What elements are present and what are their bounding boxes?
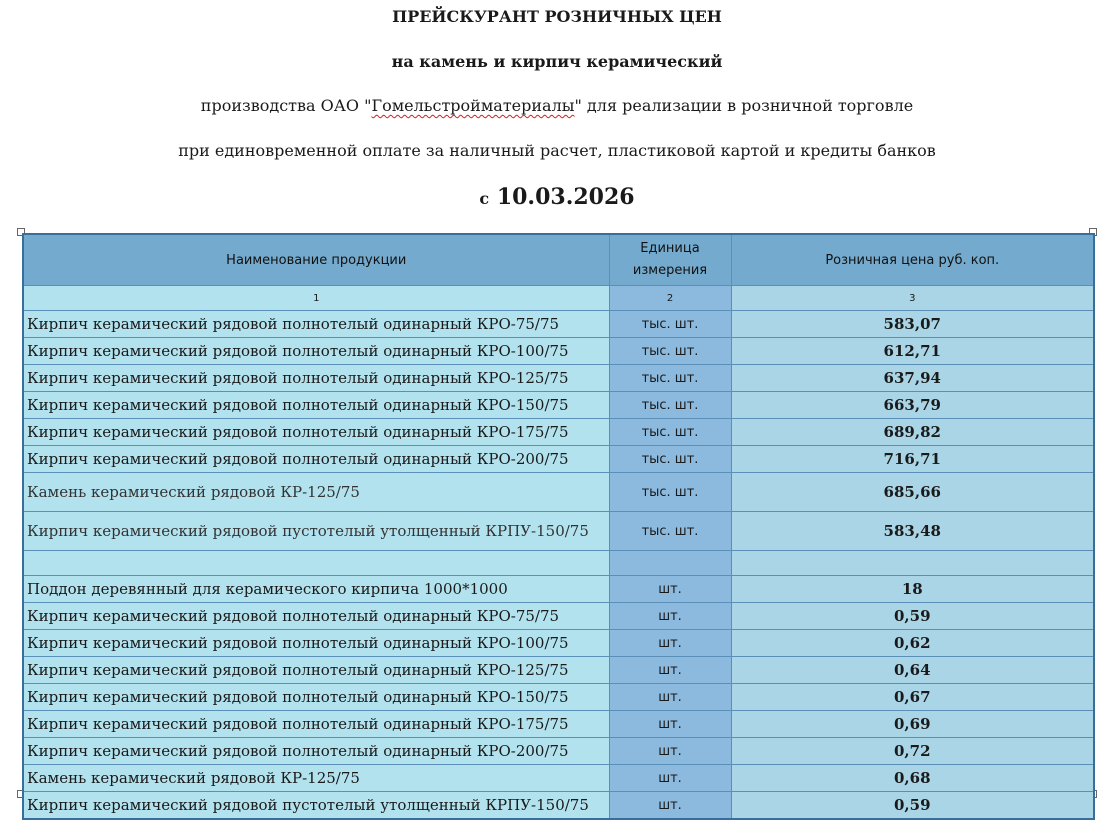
column-number: 2 xyxy=(609,286,731,311)
table-row xyxy=(23,603,1094,630)
unit-cell: шт. xyxy=(609,765,731,792)
price-cell: 0,69 xyxy=(731,711,1094,738)
table-header-row xyxy=(23,234,1094,286)
unit-cell: шт. xyxy=(609,657,731,684)
price-cell: 0,67 xyxy=(731,684,1094,711)
table-row xyxy=(23,551,1094,576)
product-name-cell: Кирпич керамический рядовой полнотелый одинарный КРО-125/75 xyxy=(23,365,609,392)
unit-cell: шт. xyxy=(609,630,731,657)
unit-cell: шт. xyxy=(609,711,731,738)
price-cell: 0,59 xyxy=(731,603,1094,630)
price-cell: 0,72 xyxy=(731,738,1094,765)
column-header-unit: Единица измерения xyxy=(609,234,731,286)
date-value: 10.03.2026 xyxy=(496,184,635,210)
product-name-cell: Камень керамический рядовой КР-125/75 xyxy=(23,765,609,792)
price-cell xyxy=(731,551,1094,576)
product-name-cell: Кирпич керамический рядовой полнотелый одинарный КРО-75/75 xyxy=(23,603,609,630)
company-name: Гомельстройматериалы xyxy=(371,96,575,115)
product-name-cell: Кирпич керамический рядовой полнотелый одинарный КРО-75/75 xyxy=(23,311,609,338)
table-row xyxy=(23,392,1094,419)
effective-date xyxy=(0,184,1114,210)
table-row xyxy=(23,684,1094,711)
price-cell: 583,48 xyxy=(731,512,1094,551)
product-name-cell: Поддон деревянный для керамического кирпича 1000*1000 xyxy=(23,576,609,603)
price-cell: 663,79 xyxy=(731,392,1094,419)
table-row xyxy=(23,765,1094,792)
price-cell: 0,62 xyxy=(731,630,1094,657)
product-name-cell: Кирпич керамический рядовой полнотелый одинарный КРО-150/75 xyxy=(23,392,609,419)
unit-cell: тыс. шт. xyxy=(609,512,731,551)
table-row xyxy=(23,657,1094,684)
price-cell: 637,94 xyxy=(731,365,1094,392)
table-row xyxy=(23,419,1094,446)
table-row xyxy=(23,365,1094,392)
unit-cell: тыс. шт. xyxy=(609,311,731,338)
column-number-row xyxy=(23,286,1094,311)
product-name-cell: Кирпич керамический рядовой пустотелый утолщенный КРПУ-150/75 xyxy=(23,512,609,551)
producer-line-start: производства ОАО " xyxy=(200,96,372,115)
column-number: 3 xyxy=(731,286,1094,311)
price-cell: 716,71 xyxy=(731,446,1094,473)
product-name-cell: Кирпич керамический рядовой полнотелый одинарный КРО-150/75 xyxy=(23,684,609,711)
table-row xyxy=(23,738,1094,765)
table-row xyxy=(23,576,1094,603)
unit-cell: тыс. шт. xyxy=(609,473,731,512)
product-name-cell: Кирпич керамический рядовой пустотелый утолщенный КРПУ-150/75 xyxy=(23,792,609,820)
product-name-cell: Кирпич керамический рядовой полнотелый одинарный КРО-175/75 xyxy=(23,419,609,446)
price-cell: 583,07 xyxy=(731,311,1094,338)
unit-cell: шт. xyxy=(609,792,731,820)
table-row xyxy=(23,473,1094,512)
product-name-cell: Кирпич керамический рядовой полнотелый одинарный КРО-125/75 xyxy=(23,657,609,684)
price-cell: 685,66 xyxy=(731,473,1094,512)
price-cell: 689,82 xyxy=(731,419,1094,446)
column-header-product: Наименование продукции xyxy=(23,234,609,286)
price-cell: 612,71 xyxy=(731,338,1094,365)
price-cell: 0,68 xyxy=(731,765,1094,792)
product-name-cell: Камень керамический рядовой КР-125/75 xyxy=(23,473,609,512)
payment-terms: при единовременной оплате за наличный расчет, пластиковой картой и кредиты банков xyxy=(178,141,936,160)
table-row xyxy=(23,630,1094,657)
column-header-price: Розничная цена руб. коп. xyxy=(731,234,1094,286)
product-name-cell: Кирпич керамический рядовой полнотелый одинарный КРО-100/75 xyxy=(23,338,609,365)
table-row xyxy=(23,311,1094,338)
product-name-cell: Кирпич керамический рядовой полнотелый одинарный КРО-200/75 xyxy=(23,738,609,765)
unit-cell: тыс. шт. xyxy=(609,392,731,419)
unit-cell: тыс. шт. xyxy=(609,446,731,473)
product-name-cell xyxy=(23,551,609,576)
product-name-cell: Кирпич керамический рядовой полнотелый одинарный КРО-200/75 xyxy=(23,446,609,473)
table-row xyxy=(23,792,1094,820)
table-row xyxy=(23,711,1094,738)
unit-cell: тыс. шт. xyxy=(609,365,731,392)
price-table xyxy=(22,233,1095,820)
price-cell: 0,64 xyxy=(731,657,1094,684)
product-name-cell: Кирпич керамический рядовой полнотелый одинарный КРО-100/75 xyxy=(23,630,609,657)
table-row xyxy=(23,446,1094,473)
document-title: ПРЕЙСКУРАНТ РОЗНИЧНЫХ ЦЕН xyxy=(392,7,722,26)
price-cell: 18 xyxy=(731,576,1094,603)
table-row xyxy=(23,338,1094,365)
document-subtitle: на камень и кирпич керамический xyxy=(391,52,723,71)
column-number: 1 xyxy=(23,286,609,311)
unit-cell: тыс. шт. xyxy=(609,419,731,446)
table-row xyxy=(23,512,1094,551)
unit-cell: шт. xyxy=(609,684,731,711)
product-name-cell: Кирпич керамический рядовой полнотелый одинарный КРО-175/75 xyxy=(23,711,609,738)
unit-cell xyxy=(609,551,731,576)
producer-line-end: " для реализации в розничной торговле xyxy=(574,96,914,115)
date-prefix: с xyxy=(479,189,490,208)
unit-cell: тыс. шт. xyxy=(609,338,731,365)
unit-cell: шт. xyxy=(609,576,731,603)
unit-cell: шт. xyxy=(609,603,731,630)
producer-line xyxy=(0,96,1114,115)
price-cell: 0,59 xyxy=(731,792,1094,820)
unit-cell: шт. xyxy=(609,738,731,765)
